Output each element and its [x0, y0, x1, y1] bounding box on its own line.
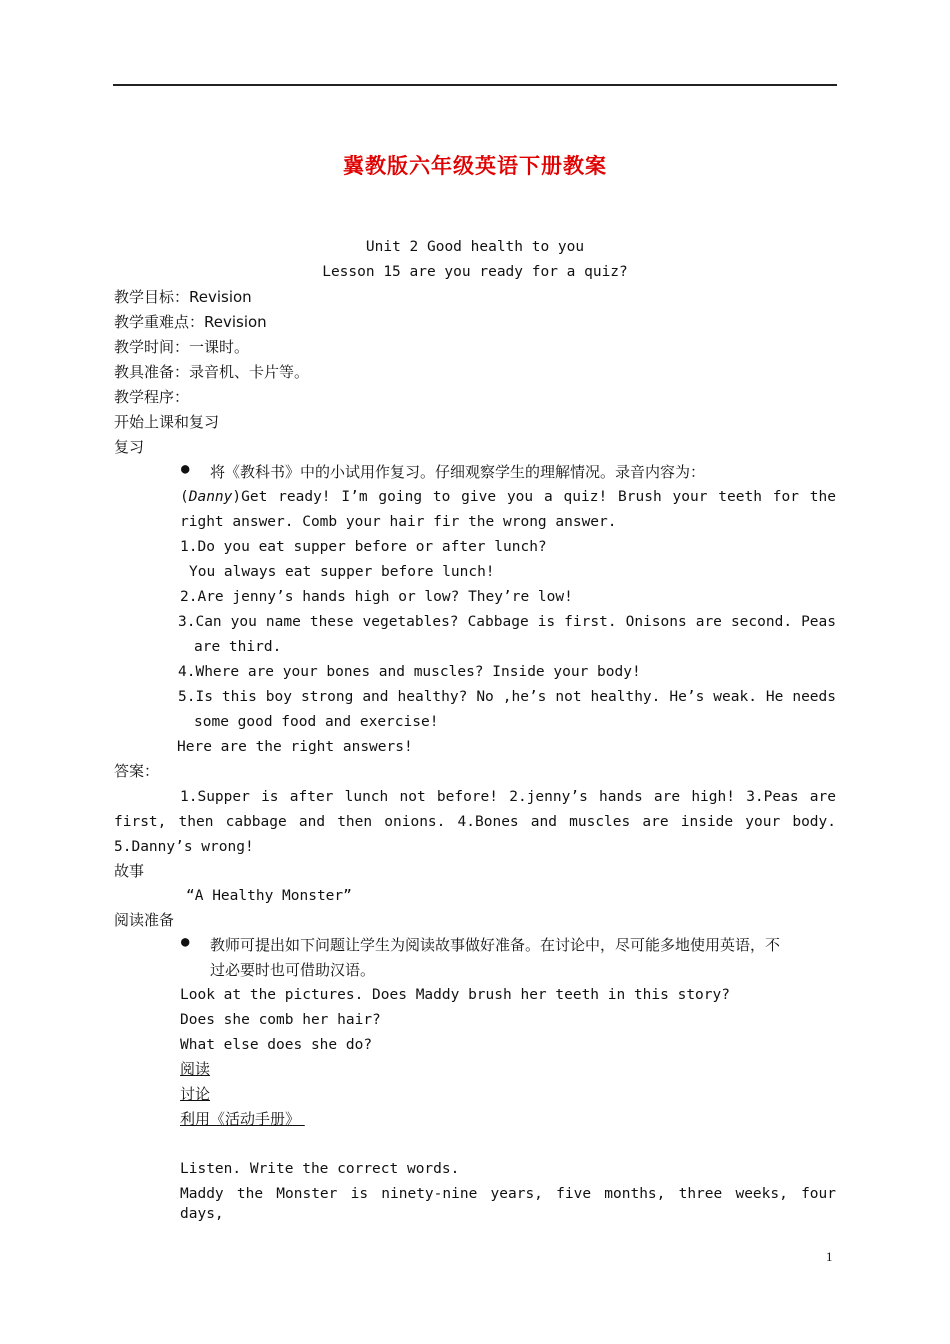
question-4: 4.Where are your bones and muscles? Inside your body! [178, 664, 641, 680]
question-3-line-2: are third. [194, 639, 282, 655]
question-5-line-2: some good food and exercise! [194, 714, 439, 730]
teaching-goal: 教学目标：Revision [114, 288, 252, 306]
question-5-line-1: 5.Is this boy strong and healthy? No ,he’s not healthy. He’s weak. He needs [178, 689, 836, 705]
lesson-heading: Lesson 15 are you ready for a quiz? [322, 264, 628, 280]
answers-line-2: first, then cabbage and then onions. 4.Bones and muscles are inside your body. [114, 814, 836, 830]
review-instruction: 将《教科书》中的小试用作复习。仔细观察学生的理解情况。录音内容为： [210, 463, 706, 481]
workbook-heading: 利用《活动手册》 [180, 1110, 305, 1128]
right-answers-note: Here are the right answers! [177, 739, 413, 755]
key-points: 教学重难点：Revision [114, 313, 267, 331]
page-number: 1 [826, 1249, 833, 1264]
answers-line-1: 1.Supper is after lunch not before! 2.jenny’s hands are high! 3.Peas are [180, 789, 836, 805]
start-heading: 开始上课和复习 [114, 413, 220, 431]
header-rule [113, 84, 837, 86]
discussion-heading: 讨论 [180, 1085, 211, 1103]
prep-question-2: Does she comb her hair? [180, 1012, 381, 1028]
prep-question-3: What else does she do? [180, 1037, 373, 1053]
reading-heading: 阅读 [180, 1060, 211, 1078]
page-title: 冀教版六年级英语下册教案 [343, 154, 607, 178]
maddy-line: Maddy the Monster is ninety-nine years, five months, three weeks, four days, [180, 1186, 836, 1222]
question-1: 1.Do you eat supper before or after lunch? [180, 539, 547, 555]
prep-instruction-line-1: 教师可提出如下问题让学生为阅读故事做好准备。在讨论中，尽可能多地使用英语，不 [210, 936, 781, 954]
reading-prep-heading: 阅读准备 [114, 911, 175, 929]
story-heading: 故事 [114, 862, 145, 880]
question-2: 2.Are jenny’s hands high or low? They’re low! [180, 589, 573, 605]
procedure-heading: 教学程序： [114, 388, 190, 406]
prep-question-1: Look at the pictures. Does Maddy brush her teeth in this story? [180, 987, 730, 1003]
question-3-line-1: 3.Can you name these vegetables? Cabbage is first. Onisons are second. Peas [178, 614, 836, 630]
answers-line-3: 5.Danny’s wrong! [114, 839, 254, 855]
story-title: “A Healthy Monster” [186, 888, 352, 904]
teaching-tools: 教具准备：录音机、卡片等。 [114, 363, 310, 381]
unit-heading: Unit 2 Good health to you [365, 239, 585, 255]
answer-1: You always eat supper before lunch! [189, 564, 495, 580]
teaching-time: 教学时间：一课时。 [114, 338, 250, 356]
review-heading: 复习 [114, 438, 145, 456]
prep-instruction-line-2: 过必要时也可借助汉语。 [210, 961, 376, 979]
script-line-2: right answer. Comb your hair fir the wrong answer. [180, 514, 617, 530]
answers-heading: 答案： [114, 762, 160, 780]
script-line-1: (Danny)Get ready! I’m going to give you a quiz! Brush your teeth for the [180, 489, 836, 505]
bullet-icon: ● [181, 461, 190, 477]
bullet-icon: ● [181, 934, 190, 950]
listen-instruction: Listen. Write the correct words. [180, 1161, 460, 1177]
speaker-name: Danny [188, 489, 233, 505]
